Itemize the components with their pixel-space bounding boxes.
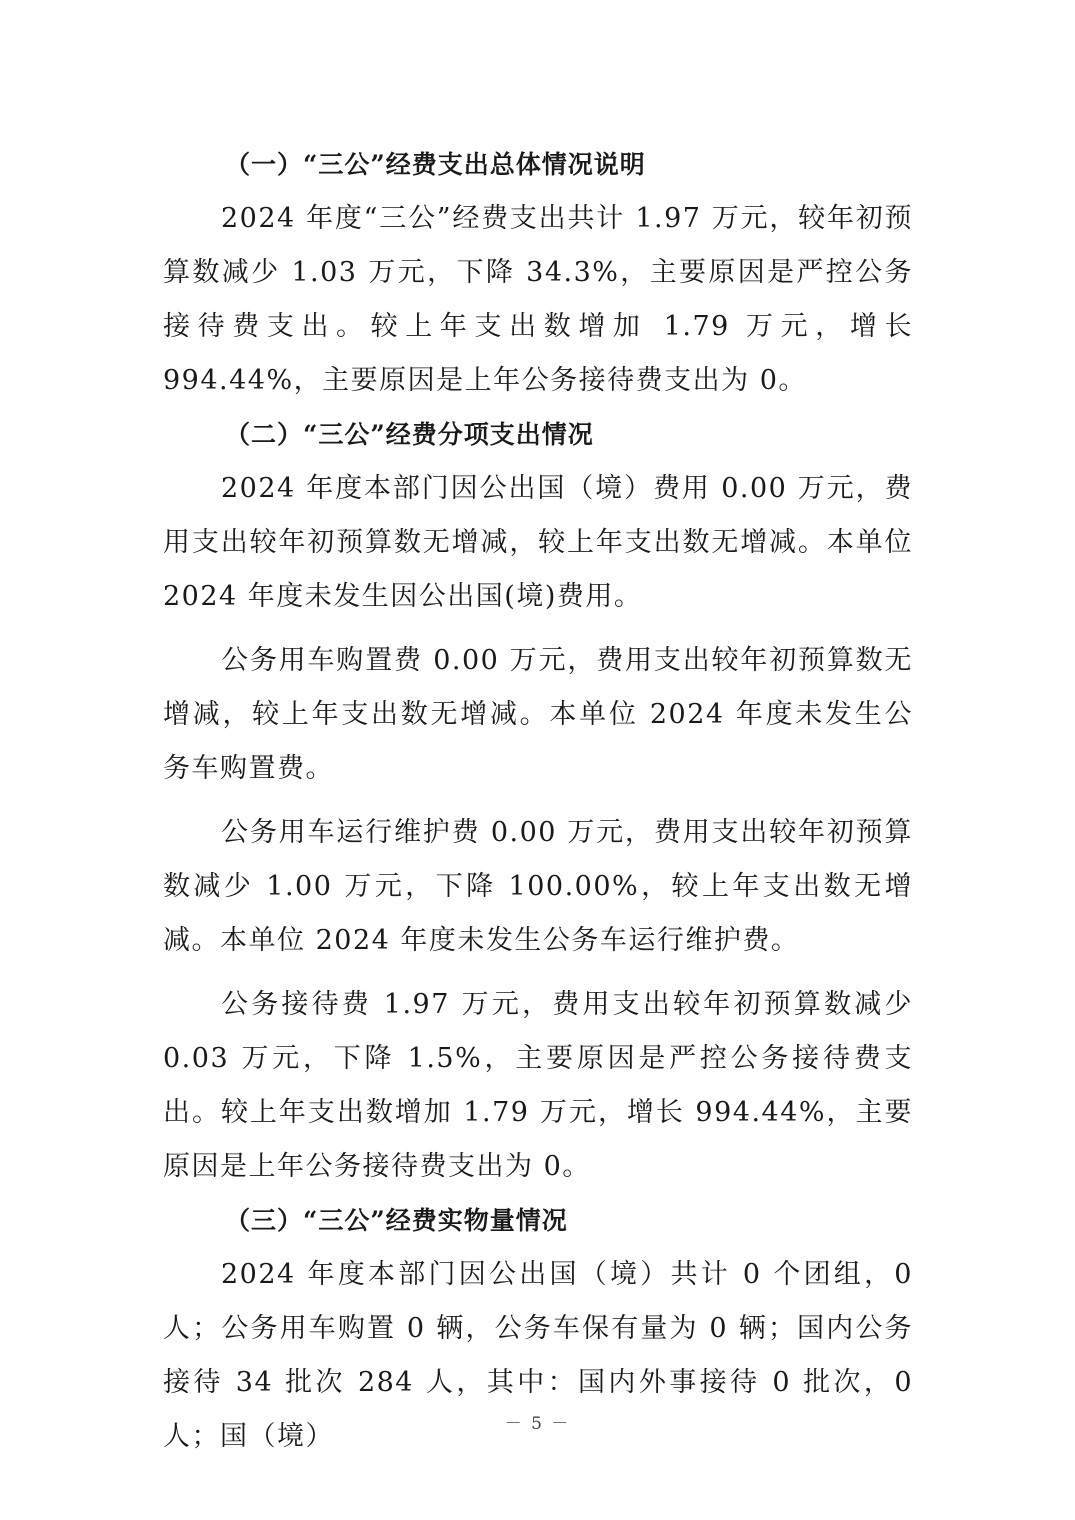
paragraph-overseas-travel: 2024 年度本部门因公出国（境）费用 0.00 万元，费用支出较年初预算数无增减，较上年支出数无增减。本单位 2024 年度未发生因公出国(境)费用。	[163, 473, 913, 612]
paragraph-overall-summary: 2024 年度“三公”经费支出共计 1.97 万元，较年初预算数减少 1.03 万元，下降 34.3%，主要原因是严控公务接待费支出。较上年支出数增加 1.79 万元，增长 994.44%，主要原因是上年公务接待费支出为 0。	[163, 203, 913, 396]
paragraph-official-reception: 公务接待费 1.97 万元，费用支出较年初预算数减少 0.03 万元，下降 1.5%，主要原因是严控公务接待费支出。较上年支出数增加 1.79 万元，增长 994.44%，主要原因是上年公务接待费支出为 0。	[163, 989, 913, 1182]
section-heading-overall: （一）“三公”经费支出总体情况说明	[225, 150, 646, 179]
document-body	[163, 138, 913, 1464]
section-heading-itemized: （二）“三公”经费分项支出情况	[225, 420, 594, 449]
paragraph-vehicle-purchase: 公务用车购置费 0.00 万元，费用支出较年初预算数无增减，较上年支出数无增减。本单位 2024 年度未发生公务车购置费。	[163, 645, 913, 784]
paragraph-vehicle-maintenance: 公务用车运行维护费 0.00 万元，费用支出较年初预算数减少 1.00 万元，下降 100.00%，较上年支出数无增减。本单位 2024 年度未发生公务车运行维护费。	[163, 817, 913, 956]
paragraph-physical-quantity: 2024 年度本部门因公出国（境）共计 0 个团组，0 人；公务用车购置 0 辆，公务车保有量为 0 辆；国内公务接待 34 批次 284 人，其中：国内外事接待 0 批次，0 人；国（境）	[163, 1259, 913, 1452]
page-number: － 5 －	[504, 1414, 571, 1434]
section-heading-physical-quantity: （三）“三公”经费实物量情况	[225, 1206, 568, 1235]
